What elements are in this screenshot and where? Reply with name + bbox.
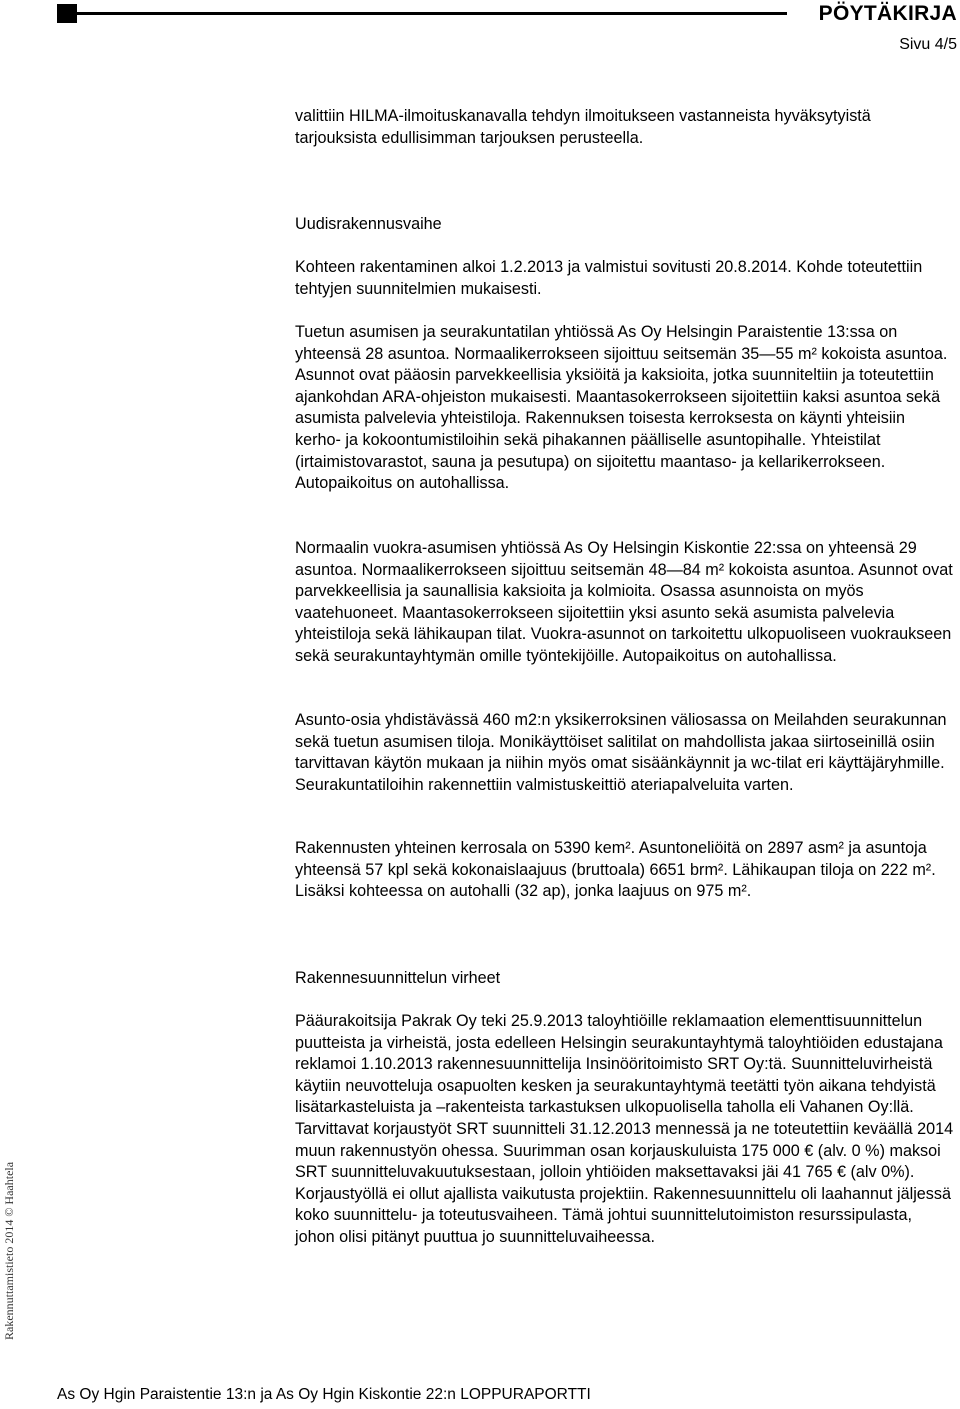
- paragraph-asunto-osat: Asunto-osia yhdistävässä 460 m2:n yksikerroksinen väliosassa on Meilahden seurakunnan sekä tuetun asumisen tiloja. Monikäyttöiset salitilat on mahdollista jakaa siirtoseinillä osiin tarvittavan käytön mukaan ja niihin myös omat sisäänkäynnit ja wc-tilat eri käyttäjäryhmille. Seurakuntatiloihin rakennettiin valmistuskeittiö ateriapalveluita varten.: [295, 711, 947, 794]
- header-block-mark: [57, 4, 77, 23]
- paragraph-intro: valittiin HILMA-ilmoituskanavalla tehdyn ilmoitukseen vastanneista hyväksytyistä tarjouksista edullisimman tarjouksen perusteella.: [295, 107, 871, 147]
- header-rule: [77, 12, 787, 15]
- heading-uudisrakennusvaihe: Uudisrakennusvaihe: [295, 215, 442, 233]
- paragraph-kerrosala: Rakennusten yhteinen kerrosala on 5390 kem². Asuntoneliöitä on 2897 asm² ja asuntoja yhteensä 57 kpl sekä kokonaislaajuus (bruttoala) 6651 brm². Lähikaupan tiloja on 222 m². Lisäksi kohteessa on autohalli (32 ap), jonka laajuus on 975 m².: [295, 839, 936, 901]
- paragraph-tuettu-asuminen: Tuetun asumisen ja seurakuntatilan yhtiössä As Oy Helsingin Paraistentie 13:ssa on yhteensä 28 asuntoa. Normaalikerrokseen sijoittuu seitsemän 35—55 m² kokoista asuntoa. Asunnot ovat pääosin parvekkeellisia yksiöitä ja kaksioita, jotka suunniteltiin ja toteutettiin ajankohdan ARA-ohjeiston mukaisesti. Maantasokerrokseen sijoitettiin kaksi asuntoa sekä asumista palvelevia yhteistiloja. Rakennuksen toisesta kerroksesta on käynti yhteisiin kerho- ja kokoontumistiloihin sekä pihakannen päälliselle asuntopihalle. Yhteistilat (irtaimistovarastot, sauna ja pesutupa) on sijoitettu maantaso- ja kellarikerrokseen. Autopaikoitus on autohallissa.: [295, 323, 948, 493]
- paragraph-kohde: Kohteen rakentaminen alkoi 1.2.2013 ja valmistui sovitusti 20.8.2014. Kohde toteutettiin tehtyjen suunnitelmien mukaisesti.: [295, 258, 923, 298]
- copyright-side-note: Rakennuttamistieto 2014 © Haahtela: [2, 1161, 16, 1340]
- paragraph-normaali-vuokra: Normaalin vuokra-asumisen yhtiössä As Oy Helsingin Kiskontie 22:ssa on yhteensä 29 asuntoa. Normaalikerrokseen sijoittuu seitsemän 48—84 m² kokoista asuntoa. Asunnot ovat parvekkeellisia ja saunallisia kaksioita ja kolmioita. Osassa asunnoista on myös vaatehuoneet. Maantasokerrokseen sijoitettiin yksi asunto sekä asumista palvelevia yhteistiloja sekä lähikaupan tilat. Vuokra-asunnot on tarkoitettu ulkopuoliseen vuokraukseen sekä seurakuntayhtymän omille työntekijöille. Autopaikoitus on autohallissa.: [295, 539, 953, 665]
- paragraph-virheet: Pääurakoitsija Pakrak Oy teki 25.9.2013 taloyhtiöille reklamaation elementtisuunnittelun puutteista ja virheistä, josta edelleen Helsingin seurakuntayhtymä taloyhtiöiden edustajana reklamoi 1.10.2013 rakennesuunnittelija Insinööritoimisto SRT Oy:tä. Suunnitteluvirheistä käytiin neuvotteluja osapuolten kesken ja seurakuntayhtymä teetätti työn aikana tehdyistä lisätarkasteluista ja –rakenteista tarkastuksen ulkopuolisella taholla eli Vahanen Oy:llä. Tarvittavat korjaustyöt SRT suunnitteli 31.12.2013 mennessä ja ne toteutettiin keväällä 2014 muun rakennustyön ohessa. Suurimman osan korjauskuluista 175 000 € (alv. 0 %) maksoi SRT suunnitteluvakuutuksestaan, jolloin yhtiöiden maksettavaksi jäi 41 765 € (alv 0%). Korjaustyöllä ei ollut ajallista vaikutusta projektiin. Rakennesuunnittelu oli laahannut jäljessä koko suunnittelu- ja toteutusvaiheen. Tämä johtui suunnittelutoimiston resurssipulasta, johon olisi pitänyt puuttua jo suunnitteluvaiheessa.: [295, 1012, 954, 1246]
- page-footer: As Oy Hgin Paraistentie 13:n ja As Oy Hgin Kiskontie 22:n LOPPURAPORTTI: [57, 1386, 591, 1403]
- heading-rakennesuunnittelun-virheet: Rakennesuunnittelun virheet: [295, 969, 501, 987]
- document-type: PÖYTÄKIRJA: [818, 2, 957, 25]
- page-number: Sivu 4/5: [899, 36, 957, 53]
